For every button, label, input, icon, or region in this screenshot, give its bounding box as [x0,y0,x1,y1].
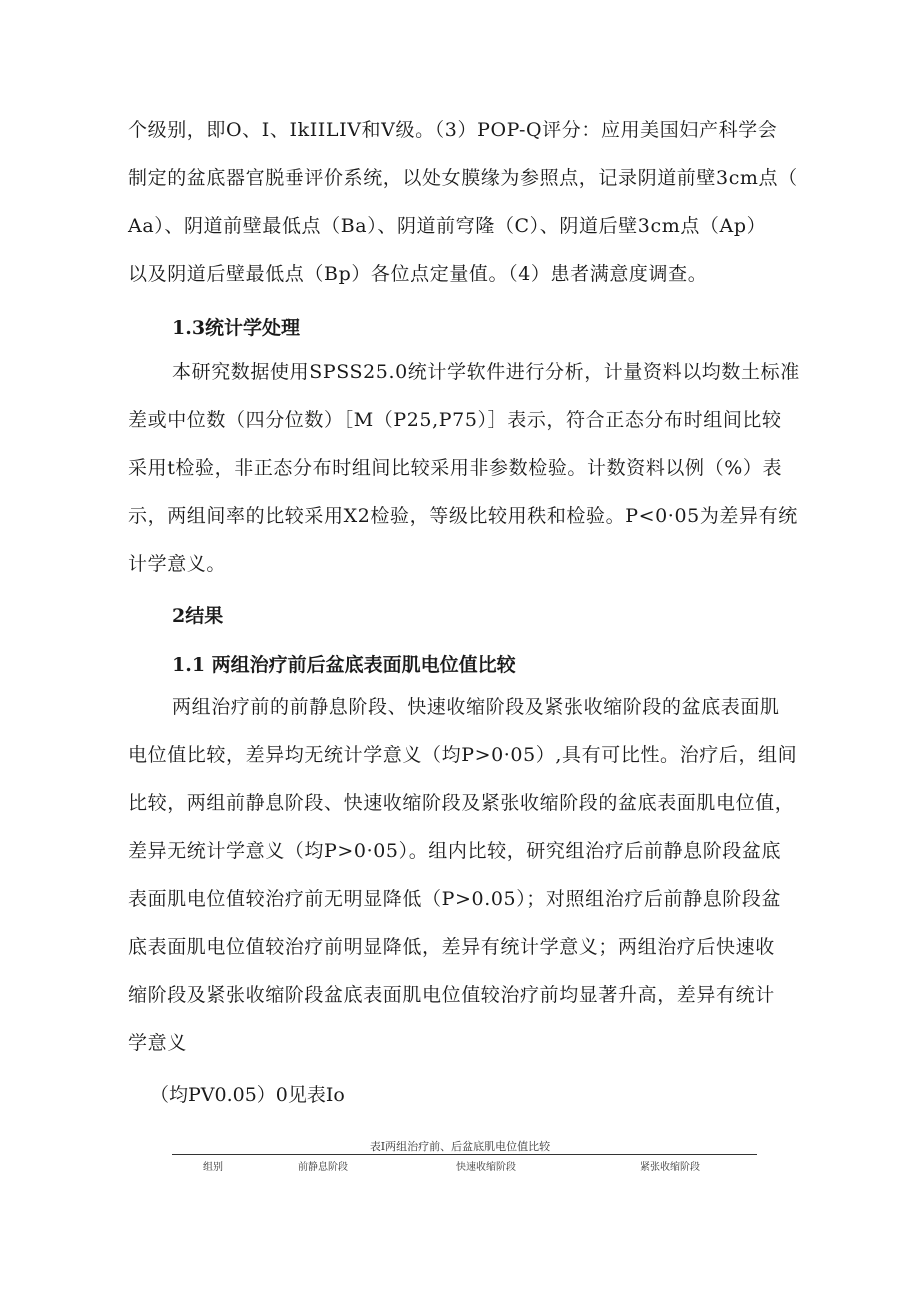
text-line: 本研究数据使用SPSS25.0统计学软件进行分析，计量资料以均数土标准 [172,361,800,383]
table-header-group: 组别 [203,1162,223,1173]
table-header-fast-contraction: 快速收缩阶段 [456,1162,516,1173]
text-line: 个级别，即O、I、IkIILIV和V级。（3）POP-Q评分：应用美国妇产科学会 [128,119,778,141]
paragraph-emg-results [128,683,800,1067]
text-line: 差或中位数（四分位数）［M（P25,P75）］表示，符合正态分布时组间比较 [128,409,782,431]
section-heading-emg-comparison: 1.1 两组治疗前后盆底表面肌电位值比较 [172,654,516,676]
text-line: 底表面肌电位值较治疗前明显降低，差异有统计学意义；两组治疗后快速收 [128,936,775,958]
text-line: 比较，两组前静息阶段、快速收缩阶段及紧张收缩阶段的盆底表面肌电位值， [128,792,795,814]
paragraph-statistics [128,348,800,588]
section-heading-statistics: 1.3统计学处理 [172,317,301,339]
table-header-tension-contraction: 紧张收缩阶段 [640,1162,700,1173]
table-top-rule [172,1154,757,1155]
text-line: 制定的盆底器官脱垂评价系统，以处女膜缘为参照点，记录阴道前壁3cm点（ [128,167,798,189]
text-line: 学意义 [128,1032,187,1054]
table-caption: 表I两组治疗前、后盆底肌电位值比较 [369,1140,551,1153]
text-line: 计学意义。 [128,553,227,575]
text-line: 电位值比较，差异均无统计学意义（均P>0·05）,具有可比性。治疗后，组间 [128,744,798,766]
section-heading-results: 2结果 [172,605,224,627]
text-line: 以及阴道后壁最低点（Bp）各位点定量值。（4）患者满意度调查。 [128,263,708,285]
text-line: 示，两组间率的比较采用X2检验，等级比较用秩和检验。P<0·05为差异有统 [128,505,798,527]
text-line: 采用t检验，非正态分布时组间比较采用非参数检验。计数资料以例（%）表 [128,457,783,479]
table-header-resting: 前静息阶段 [298,1162,348,1173]
paragraph-scoring-methods [128,106,800,298]
text-line: 缩阶段及紧张收缩阶段盆底表面肌电位值较治疗前均显著升高，差异有统计 [128,984,775,1006]
table-reference-line: （均PV0.05）0见表Io [150,1084,345,1106]
text-line: 两组治疗前的前静息阶段、快速收缩阶段及紧张收缩阶段的盆底表面肌 [172,696,780,718]
text-line: Aa）、阴道前壁最低点（Ba）、阴道前穹隆（C）、阴道后壁3cm点（Ap） [128,215,767,237]
text-line: 差异无统计学意义（均P>0·05）。组内比较，研究组治疗后前静息阶段盆底 [128,840,782,862]
text-line: 表面肌电位值较治疗前无明显降低（P>0.05）；对照组治疗后前静息阶段盆 [128,888,782,910]
